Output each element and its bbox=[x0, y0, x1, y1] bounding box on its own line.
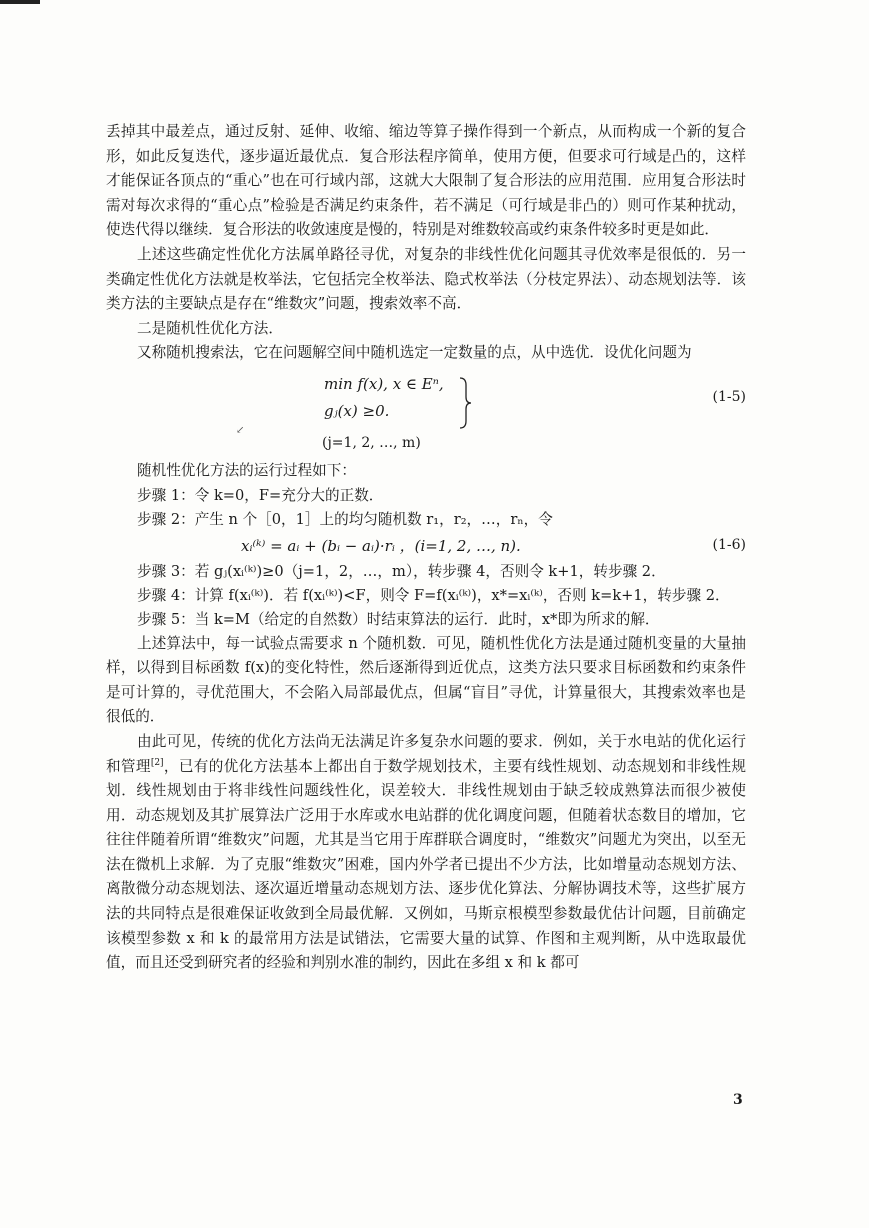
page-corner-mark bbox=[0, 0, 40, 4]
paragraph-deterministic-summary: 上述这些确定性优化方法属单路径寻优，对复杂的非线性优化问题其寻优效率是很低的．另一类确定性优化方法就是枚举法，它包括完全枚举法、隐式枚举法（分枝定界法）、动态规划法等．该类方法的主要缺点是存在“维数灾”问题，搜索效率不高． bbox=[106, 245, 746, 313]
equation-1-5-number: (1-5) bbox=[712, 388, 746, 405]
paragraph-stochastic-heading: 二是随机性优化方法． bbox=[137, 319, 283, 337]
paragraph-complex-method: 丢掉其中最差点，通过反射、延伸、收缩、缩边等算子操作得到一个新点，从而构成一个新的复合形，如此反复迭代，逐步逼近最优点．复合形法程序简单，使用方便，但要求可行域是凸的，这样才能保证各顶点的“重心”也在可行域内部，这就大大限制了复合形法的应用范围．应用复合形法时需对每次求得的“重心点”检验是否满足约束条件，若不满足（可行域是非凸的）则可作某种扰动，使迭代得以继续．复合形法的收敛速度是慢的，特别是对维数较高或约束条件较多时更是如此． bbox=[106, 123, 746, 239]
step-2: 步骤 2：产生 n 个［0，1］上的均匀随机数 r₁，r₂，…，rₙ，令 bbox=[137, 510, 553, 528]
paragraph-random-search-intro: 又称随机搜索法，它在问题解空间中随机选定一定数量的点，从中选优．设优化问题为 bbox=[137, 344, 692, 362]
right-brace-icon bbox=[458, 377, 472, 429]
paragraph-traditional-limits-b: ，已有的优化方法基本上都出自于数学规划技术，主要有线性规划、动态规划和非线性规划．线性规划由于将非线性问题线性化，误差较大．非线性规划由于缺乏较成熟算法而很少被使用．动态规划及其扩展算法广泛用于水库或水电站群的优化调度问题，但随着状态数目的增加，它往往伴随着所谓“维数灾”问题，尤其是当它用于库群联合调度时，“维数灾”问题尤为突出，以至无法在微机上求解．为了克服“维数灾”困难，国内外学者已提出不少方法，比如增量动态规划方法、离散微分动态规划法、逐次逼近增量动态规划方法、逐步优化算法、分解协调技术等，这些扩展方法的共同特点是很难保证收敛到全局最优解．又例如，马斯京根模型参数最优估计问题，目前确定该模型参数 x 和 k 的最常用方法是试错法，它需要大量的试算、作图和主观判断，从中选取最优值，而且还受到研究者的经验和判别水准的制约，因此在多组 x 和 k 都可 bbox=[106, 757, 746, 972]
equation-1-6 bbox=[106, 532, 746, 560]
page-number: 3 bbox=[733, 1092, 743, 1108]
step-3: 步骤 3：若 gⱼ(xᵢ⁽ᵏ⁾)≥0（j=1，2，…，m），转步骤 4，否则令 k+1，转步骤 2． bbox=[137, 562, 666, 580]
equation-1-5-line1: min f(x), x ∈ Eⁿ, bbox=[324, 374, 444, 393]
equation-1-6-number: (1-6) bbox=[712, 536, 746, 553]
equation-1-5-condition: (j=1, 2, …, m) bbox=[322, 434, 421, 451]
equation-1-5-line2: gⱼ(x) ≥0. bbox=[324, 401, 390, 420]
citation-ref: [2] bbox=[150, 757, 164, 768]
equation-1-5 bbox=[106, 367, 746, 453]
page-body bbox=[106, 120, 746, 976]
step-4: 步骤 4：计算 f(xᵢ⁽ᵏ⁾)．若 f(xᵢ⁽ᵏ⁾)<F，则令 F=f(xᵢ⁽ᵏ⁾)，x*=xᵢ⁽ᵏ⁾，否则 k=k+1，转步骤 2． bbox=[137, 586, 730, 604]
step-1: 步骤 1：令 k=0，F=充分大的正数． bbox=[137, 486, 384, 504]
step-5: 步骤 5：当 k=M（给定的自然数）时结束算法的运行．此时，x*即为所求的解． bbox=[137, 610, 660, 628]
equation-1-6-body: xᵢ⁽ᵏ⁾ = aᵢ + (bᵢ − aᵢ)·rᵢ ，(i=1, 2, …, n). bbox=[241, 536, 521, 555]
paragraph-traditional-limits-a: 由此可见，传统的优化方法尚无法满足许多复杂水问题的要求．例如，关于水电站的优化运行和管理 bbox=[106, 732, 746, 775]
scan-mark-icon: ↙ bbox=[236, 424, 245, 436]
paragraph-procedure-intro: 随机性优化方法的运行过程如下： bbox=[137, 461, 356, 479]
paragraph-traditional-limits bbox=[106, 730, 746, 976]
paragraph-algorithm-analysis: 上述算法中，每一试验点需要求 n 个随机数．可见，随机性优化方法是通过随机变量的大量抽样，以得到目标函数 f(x)的变化特性，然后逐渐得到近优点，这类方法只要求目标函数和约束条件是可计算的，寻优范围大，不会陷入局部最优点，但属“盲目”寻优，计算量很大，其搜索效率也是很低的． bbox=[106, 634, 746, 726]
